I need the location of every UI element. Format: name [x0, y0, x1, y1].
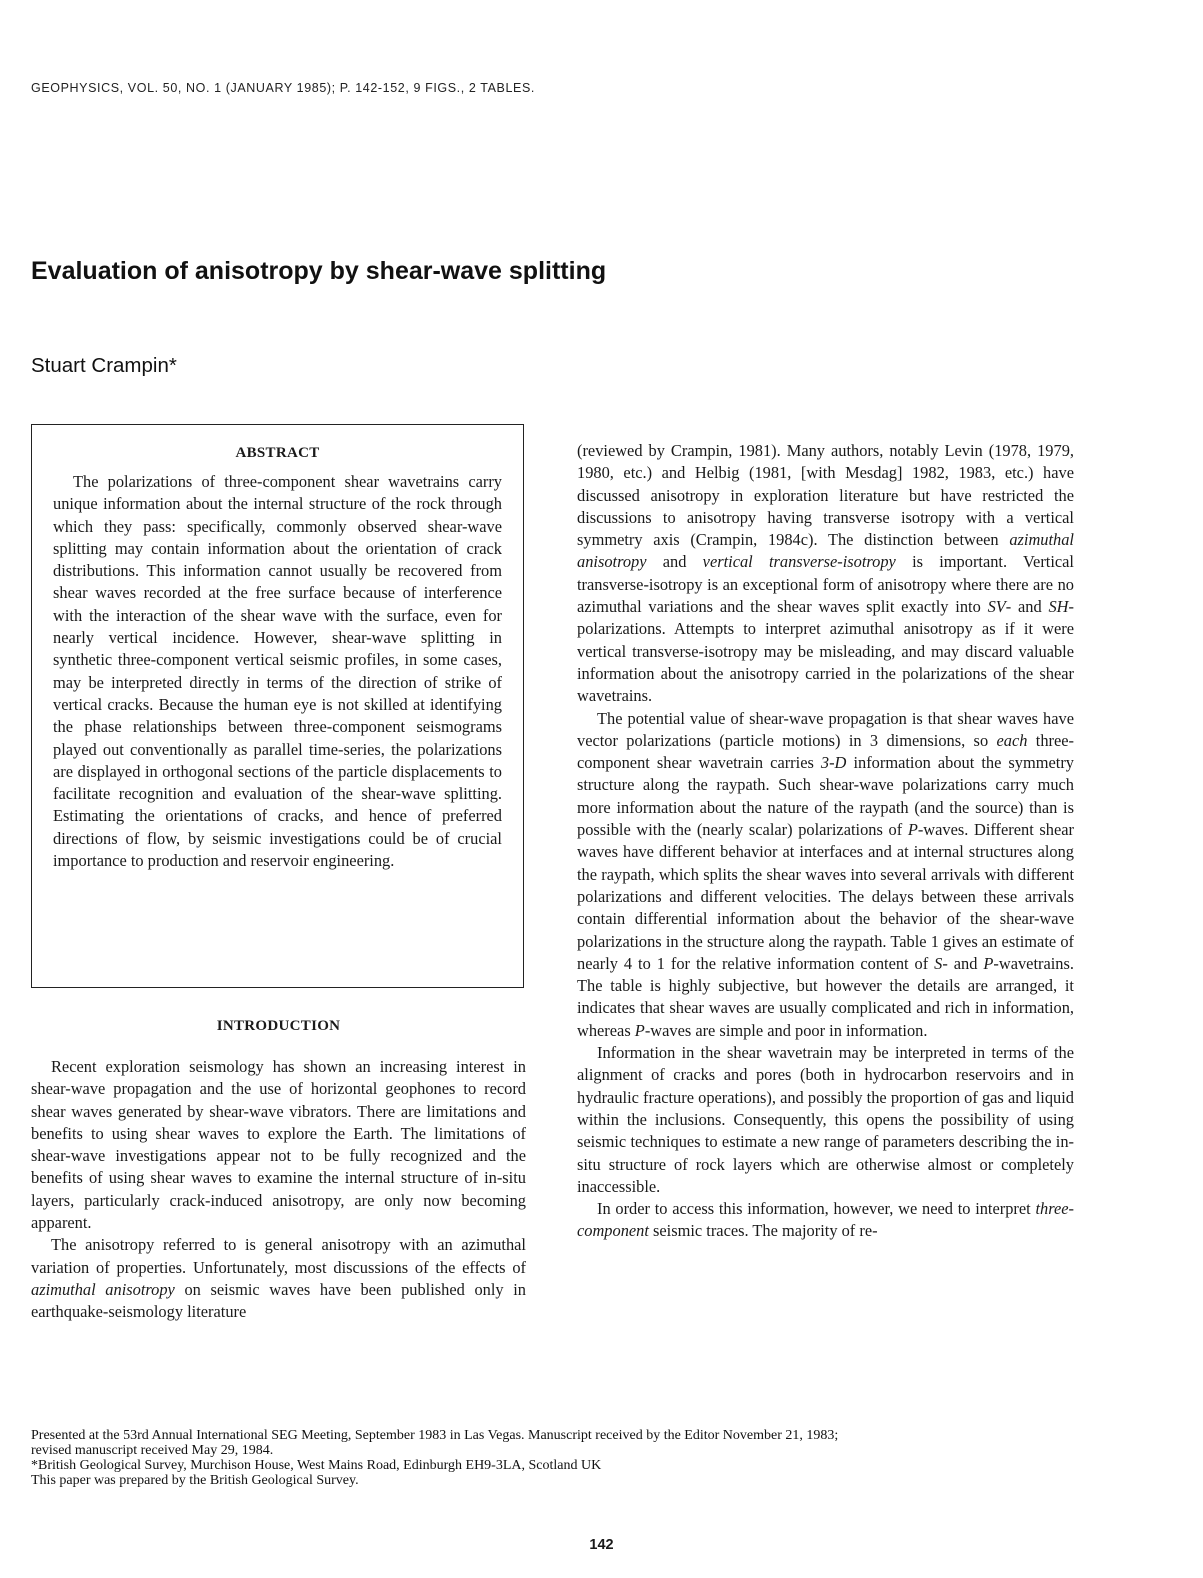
journal-citation-line: GEOPHYSICS, VOL. 50, NO. 1 (JANUARY 1985); P. 142-152, 9 FIGS., 2 TABLES. — [31, 81, 535, 95]
author-name: Stuart Crampin* — [31, 354, 177, 377]
abstract-heading: ABSTRACT — [235, 445, 320, 461]
right-paragraph-4: In order to access this information, however, we need to interpret three-component seismic traces. The majority of re- — [577, 1199, 1074, 1241]
right-paragraph-2: The potential value of shear-wave propagation is that shear waves have vector polarizations (particle motions) in 3 dimensions, so each three-component shear wavetrain carries 3-D information about the symmetry structure along the raypath. Such shear-wave polarizations carry much more information about the nature of the raypath (and the source) than is possible with the (nearly scalar) polarizations of P-waves. Different shear waves have different behavior at interfaces and at internal structures along the raypath, which splits the shear waves into several arrivals with different polarizations and different velocities. The delays between these arrivals contain differential information about the behavior of the shear-wave polarizations in the structure along the raypath. Table 1 gives an estimate of nearly 4 to 1 for the relative information content of S- and P-wavetrains. The table is highly subjective, but however the details are arranged, it indicates that shear waves are usually complicated and rich in information, whereas P-waves are simple and poor in information. — [577, 708, 1074, 1040]
introduction-section — [31, 1018, 526, 1324]
right-column-body — [577, 440, 1074, 1243]
abstract-box — [31, 424, 524, 988]
abstract-text: The polarizations of three-component shear wavetrains carry unique information about the internal structure of the rock through which they pass: specifically, commonly observed shear-wave splitting may contain information about the orientation of crack distributions. This information cannot usually be recovered from shear waves recorded at the free surface because of interference with the interaction of the shear wave with the surface, even for nearly vertical incidence. However, shear-wave splitting in synthetic three-component vertical seismic profiles, in some cases, may be interpreted directly in terms of the direction of strike of vertical cracks. Because the human eye is not skilled at identifying the phase relationships between three-component seismograms played out conventionally as parallel time-series, the polarizations are displayed in orthogonal sections of the particle displacements to facilitate recognition and evaluation of the shear-wave splitting. Estimating the orientations of cracks, and hence of preferred directions of flow, by seismic investigations could be of crucial importance to production and reservoir engineering. — [53, 472, 502, 871]
right-paragraph-3: Information in the shear wavetrain may be interpreted in terms of the alignment of cracks and pores (both in hydrocarbon reservoirs and in hydraulic fracture operations), and possibly the proportion of gas and liquid within the inclusions. Consequently, this opens the possibility of using seismic techniques to estimate a new range of parameters describing the in-situ structure of rock layers which are otherwise almost or completely inaccessible. — [577, 1043, 1074, 1196]
right-paragraph-1: (reviewed by Crampin, 1981). Many authors, notably Levin (1978, 1979, 1980, etc.) and Helbig (1981, [with Mesdag] 1982, 1983, etc.) have discussed anisotropy in exploration literature but have restricted the discussions to anisotropy having transverse isotropy with a vertical symmetry axis (Crampin, 1984c). The distinction between azimuthal anisotropy and vertical transverse-isotropy is important. Vertical transverse-isotropy is an exceptional form of anisotropy where there are no azimuthal variations and the shear waves split exactly into SV- and SH-polarizations. Attempts to interpret azimuthal anisotropy as if it were vertical transverse-isotropy may be misleading, and may discard valuable information about the anisotropy carried in the polarizations of the shear wavetrains. — [577, 441, 1074, 706]
introduction-heading: INTRODUCTION — [216, 1018, 341, 1034]
page-number: 142 — [589, 1537, 614, 1553]
intro-paragraph-1: Recent exploration seismology has shown an increasing interest in shear-wave propagation and the use of horizontal geophones to record shear waves generated by shear-wave vibrators. There are limitations and benefits to using shear waves to explore the Earth. The limitations of shear-wave investigations appear not to be fully recognized and the benefits of using shear waves to examine the internal structure of in-situ layers, particularly crack-induced anisotropy, are only now becoming apparent. — [31, 1057, 526, 1233]
footnote-revised: revised manuscript received May 29, 1984. — [31, 1443, 274, 1458]
article-title: Evaluation of anisotropy by shear-wave splitting — [31, 257, 607, 285]
footnote-affiliation: *British Geological Survey, Murchison House, West Mains Road, Edinburgh EH9-3LA, Scotland UK — [31, 1458, 602, 1473]
footnote-presented: Presented at the 53rd Annual International SEG Meeting, September 1983 in Las Vegas. Manuscript received by the Editor November 21, 1983; — [31, 1428, 839, 1443]
footnote-prepared-by: This paper was prepared by the British Geological Survey. — [31, 1473, 359, 1488]
intro-paragraph-2: The anisotropy referred to is general anisotropy with an azimuthal variation of properties. Unfortunately, most discussions of the effects of azimuthal anisotropy on seismic waves have been published only in earthquake-seismology literature — [31, 1235, 526, 1322]
footnotes — [31, 1428, 1076, 1488]
